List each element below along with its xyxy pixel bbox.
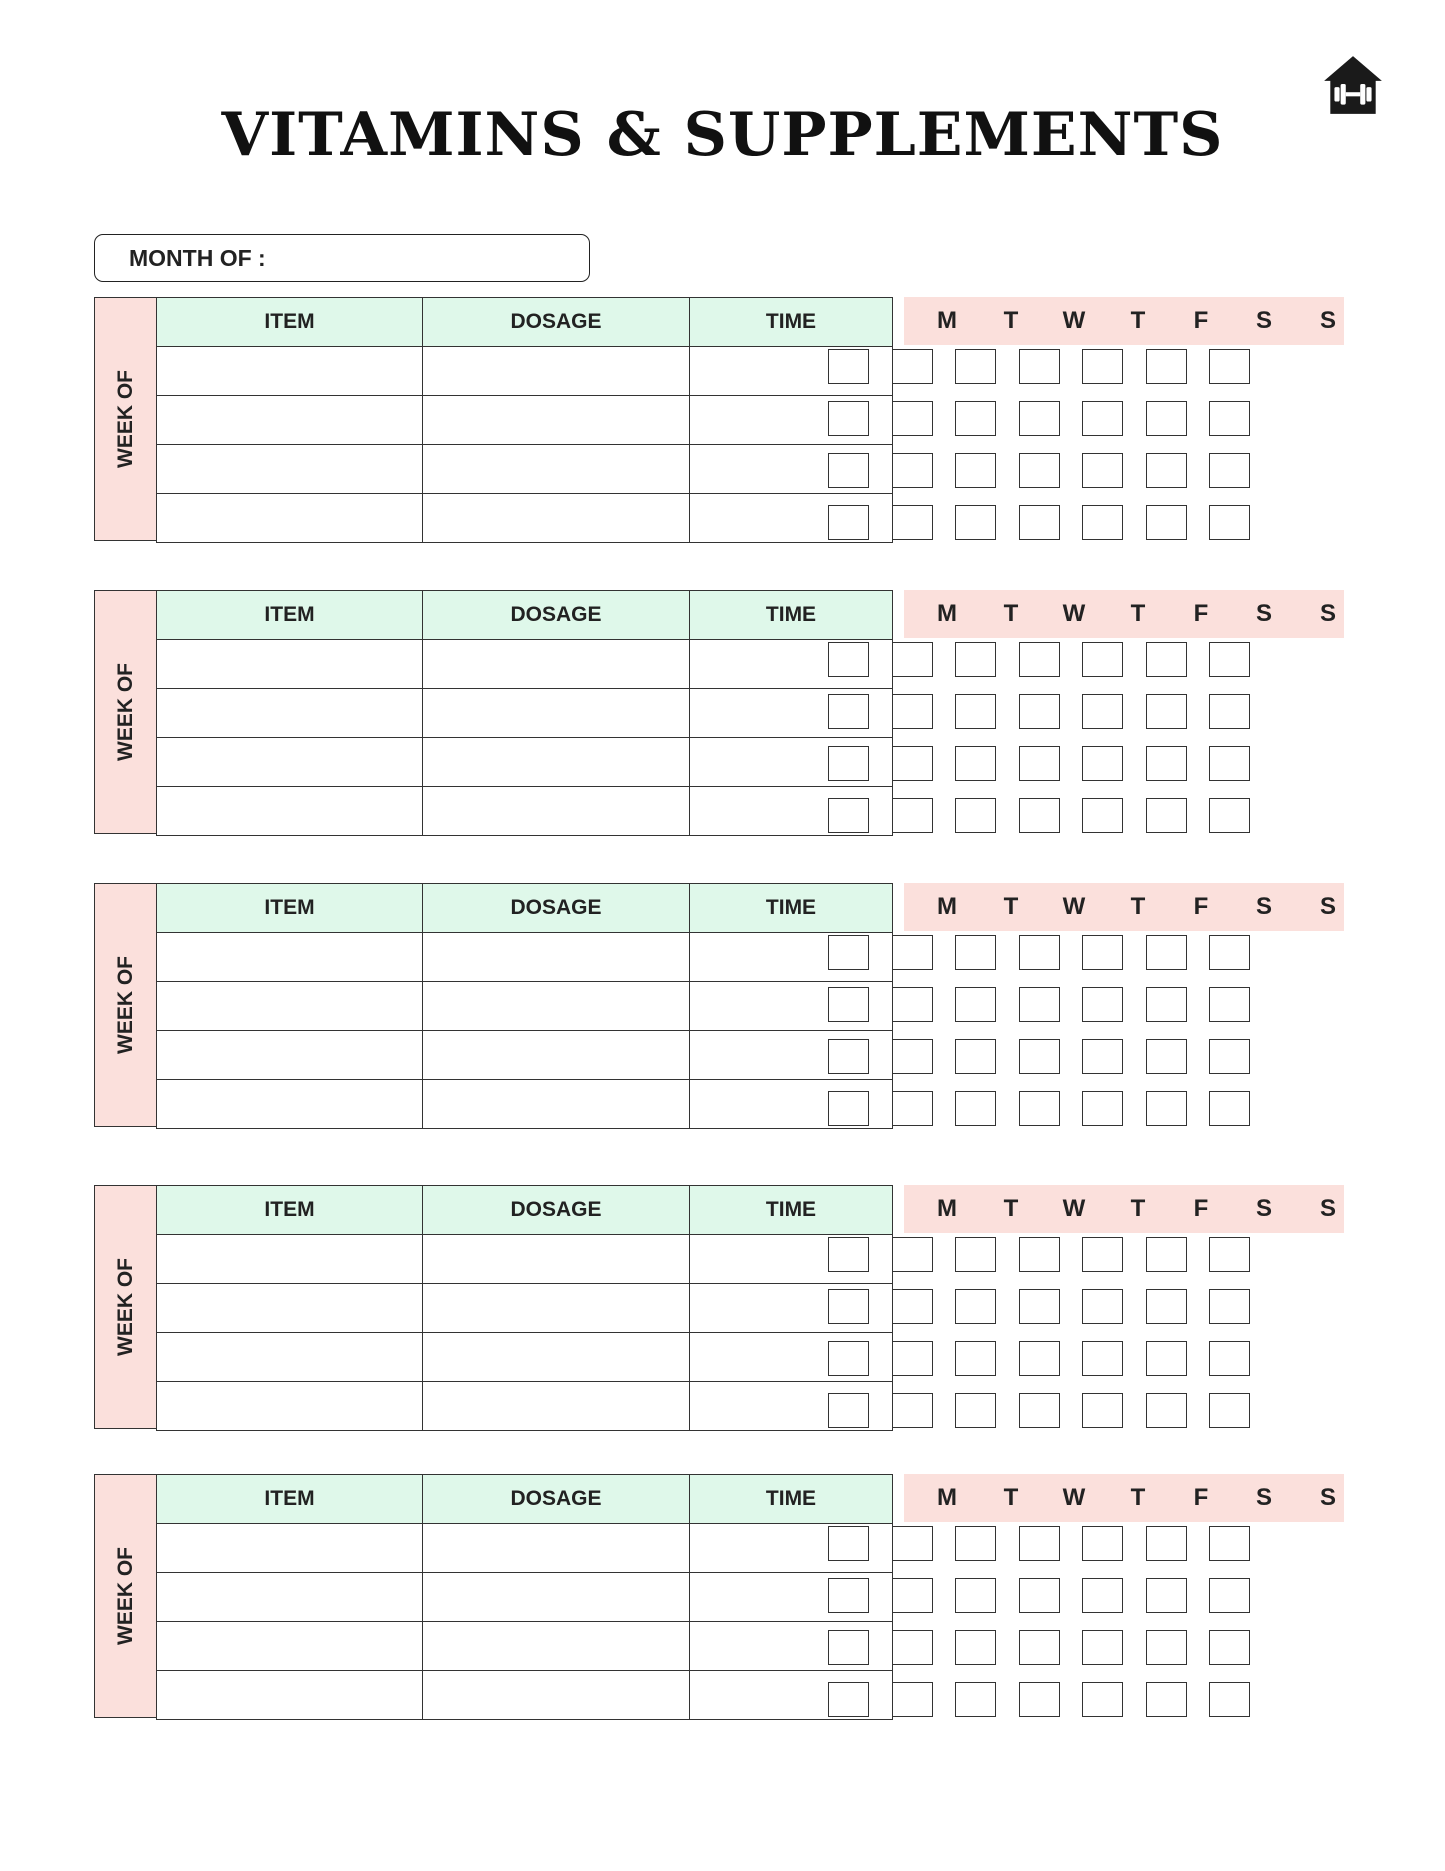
day-checkbox[interactable] — [955, 642, 996, 677]
column-header: DOSAGE — [423, 1475, 690, 1524]
day-label: T — [1130, 600, 1146, 627]
day-checkbox[interactable] — [1019, 1039, 1060, 1074]
table-cell[interactable] — [423, 347, 690, 396]
day-checkbox[interactable] — [828, 1289, 869, 1324]
table-row — [157, 1573, 893, 1622]
table-cell[interactable] — [157, 640, 423, 689]
day-checkbox[interactable] — [892, 935, 933, 970]
day-checkbox[interactable] — [1146, 1237, 1187, 1272]
day-checkbox[interactable] — [1146, 1682, 1187, 1717]
day-checkbox[interactable] — [892, 798, 933, 833]
table-row — [157, 347, 893, 396]
day-checkbox[interactable] — [1019, 1682, 1060, 1717]
day-checkbox[interactable] — [892, 746, 933, 781]
day-label: F — [1193, 1484, 1209, 1511]
week-of-label: WEEK OF — [113, 1258, 137, 1356]
table-row — [157, 1524, 893, 1573]
day-checkbox[interactable] — [1019, 1578, 1060, 1613]
day-checkbox[interactable] — [828, 1237, 869, 1272]
table-cell[interactable] — [423, 1573, 690, 1622]
day-checkbox[interactable] — [1082, 746, 1123, 781]
table-cell[interactable] — [423, 738, 690, 787]
day-checkbox[interactable] — [1209, 1630, 1250, 1665]
day-checkbox[interactable] — [1082, 1682, 1123, 1717]
day-checkbox[interactable] — [1146, 694, 1187, 729]
day-checkbox[interactable] — [1082, 1091, 1123, 1126]
day-label: W — [1062, 1195, 1086, 1222]
table-cell[interactable] — [423, 982, 690, 1031]
week-of-label: WEEK OF — [113, 956, 137, 1054]
table-cell[interactable] — [423, 1031, 690, 1080]
day-checkbox[interactable] — [1209, 1578, 1250, 1613]
day-checkbox[interactable] — [955, 798, 996, 833]
day-checkbox[interactable] — [1082, 1289, 1123, 1324]
day-checkbox[interactable] — [1146, 642, 1187, 677]
day-checkbox[interactable] — [955, 1237, 996, 1272]
table-row — [157, 933, 893, 982]
day-checkbox[interactable] — [1209, 746, 1250, 781]
day-label: T — [1003, 600, 1019, 627]
day-checkbox[interactable] — [828, 987, 869, 1022]
table-row — [157, 1080, 893, 1129]
table-cell[interactable] — [157, 787, 423, 836]
column-header: DOSAGE — [423, 1186, 690, 1235]
day-label: M — [937, 893, 957, 920]
table-cell[interactable] — [157, 445, 423, 494]
day-checkbox[interactable] — [955, 505, 996, 540]
day-checkbox[interactable] — [1082, 1526, 1123, 1561]
day-checkbox[interactable] — [892, 1393, 933, 1428]
day-label: W — [1062, 600, 1086, 627]
week-of-field[interactable] — [94, 883, 157, 1127]
day-checkbox[interactable] — [1019, 401, 1060, 436]
table-row — [157, 494, 893, 543]
day-label: T — [1130, 1484, 1146, 1511]
table-cell[interactable] — [157, 1333, 423, 1382]
day-checkbox[interactable] — [955, 1039, 996, 1074]
day-label: S — [1319, 600, 1337, 627]
day-checkbox[interactable] — [1082, 453, 1123, 488]
day-label: S — [1319, 1195, 1337, 1222]
table-cell[interactable] — [157, 1671, 423, 1720]
day-checkbox[interactable] — [1146, 1341, 1187, 1376]
table-cell[interactable] — [157, 1235, 423, 1284]
day-checkbox[interactable] — [1019, 694, 1060, 729]
table-row — [157, 982, 893, 1031]
supplement-table — [156, 297, 893, 543]
day-checkbox[interactable] — [1146, 349, 1187, 384]
day-checkbox[interactable] — [955, 453, 996, 488]
day-checkbox[interactable] — [892, 1341, 933, 1376]
day-checkbox[interactable] — [1209, 694, 1250, 729]
month-field[interactable] — [94, 234, 590, 282]
table-cell[interactable] — [423, 445, 690, 494]
day-checkbox[interactable] — [1146, 505, 1187, 540]
day-checkbox[interactable] — [1146, 935, 1187, 970]
supplement-table — [156, 1185, 893, 1431]
day-header — [904, 883, 1344, 931]
day-checkbox[interactable] — [892, 1526, 933, 1561]
table-cell[interactable] — [423, 494, 690, 543]
day-checkbox[interactable] — [892, 1682, 933, 1717]
day-checkbox[interactable] — [892, 1091, 933, 1126]
day-checkbox[interactable] — [1146, 1393, 1187, 1428]
day-checkbox[interactable] — [1082, 505, 1123, 540]
day-checkbox[interactable] — [892, 349, 933, 384]
day-checkbox[interactable] — [955, 401, 996, 436]
day-checkbox[interactable] — [955, 1630, 996, 1665]
table-cell[interactable] — [157, 1524, 423, 1573]
day-checkbox[interactable] — [892, 401, 933, 436]
day-checkbox[interactable] — [892, 694, 933, 729]
day-checkbox[interactable] — [892, 1237, 933, 1272]
table-cell[interactable] — [157, 347, 423, 396]
day-checkbox[interactable] — [828, 798, 869, 833]
supplement-table — [156, 883, 893, 1129]
table-cell[interactable] — [157, 1622, 423, 1671]
day-checkbox[interactable] — [828, 1341, 869, 1376]
day-label: F — [1193, 893, 1209, 920]
day-checkbox[interactable] — [1082, 798, 1123, 833]
day-checkbox[interactable] — [955, 1289, 996, 1324]
day-label: S — [1255, 1484, 1273, 1511]
day-checkbox[interactable] — [828, 694, 869, 729]
day-label: W — [1062, 1484, 1086, 1511]
day-checkbox[interactable] — [828, 935, 869, 970]
day-checkbox[interactable] — [955, 1341, 996, 1376]
table-row — [157, 1284, 893, 1333]
day-header — [904, 1185, 1344, 1233]
day-label: S — [1255, 893, 1273, 920]
day-checkbox[interactable] — [1146, 1039, 1187, 1074]
day-label: T — [1003, 1195, 1019, 1222]
table-cell[interactable] — [157, 982, 423, 1031]
day-label: S — [1319, 893, 1337, 920]
day-checkbox[interactable] — [1209, 349, 1250, 384]
table-row — [157, 1235, 893, 1284]
table-cell[interactable] — [423, 1080, 690, 1129]
day-checkbox[interactable] — [955, 1393, 996, 1428]
day-checkbox[interactable] — [1019, 349, 1060, 384]
day-label: F — [1193, 307, 1209, 334]
table-cell[interactable] — [157, 494, 423, 543]
day-checkbox[interactable] — [1209, 1682, 1250, 1717]
day-checkbox[interactable] — [828, 1578, 869, 1613]
day-label: T — [1130, 1195, 1146, 1222]
day-checkbox[interactable] — [955, 1091, 996, 1126]
day-checkbox[interactable] — [1019, 1526, 1060, 1561]
day-checkbox[interactable] — [1209, 1526, 1250, 1561]
table-cell[interactable] — [423, 1333, 690, 1382]
day-checkbox[interactable] — [1209, 987, 1250, 1022]
day-checkbox[interactable] — [955, 349, 996, 384]
table-cell[interactable] — [157, 689, 423, 738]
day-checkbox[interactable] — [1209, 935, 1250, 970]
day-checkbox[interactable] — [1019, 746, 1060, 781]
day-label: T — [1003, 307, 1019, 334]
day-checkbox[interactable] — [1082, 642, 1123, 677]
day-checkbox[interactable] — [1146, 453, 1187, 488]
day-checkbox[interactable] — [1209, 798, 1250, 833]
day-checkbox[interactable] — [892, 1578, 933, 1613]
table-row — [157, 689, 893, 738]
day-label: M — [937, 307, 957, 334]
day-label: T — [1130, 307, 1146, 334]
day-checkbox[interactable] — [1082, 987, 1123, 1022]
day-label: T — [1003, 893, 1019, 920]
day-checkbox[interactable] — [828, 642, 869, 677]
day-checkbox[interactable] — [1209, 1237, 1250, 1272]
day-checkbox[interactable] — [955, 694, 996, 729]
day-checkbox[interactable] — [1209, 1289, 1250, 1324]
table-cell[interactable] — [423, 1671, 690, 1720]
day-checkbox[interactable] — [1146, 1091, 1187, 1126]
week-of-field[interactable] — [94, 1185, 157, 1429]
table-cell[interactable] — [157, 933, 423, 982]
column-header: ITEM — [157, 1475, 423, 1524]
day-label: F — [1193, 1195, 1209, 1222]
table-row — [157, 787, 893, 836]
day-checkbox[interactable] — [828, 746, 869, 781]
table-cell[interactable] — [157, 396, 423, 445]
day-checkbox[interactable] — [828, 1039, 869, 1074]
day-checkbox[interactable] — [1019, 1341, 1060, 1376]
day-label: F — [1193, 600, 1209, 627]
day-label: M — [937, 1484, 957, 1511]
day-checkbox[interactable] — [955, 1578, 996, 1613]
table-cell[interactable] — [157, 1573, 423, 1622]
day-checkbox[interactable] — [955, 935, 996, 970]
day-checkbox[interactable] — [1209, 401, 1250, 436]
day-label: M — [937, 1195, 957, 1222]
day-checkbox[interactable] — [955, 1682, 996, 1717]
day-checkbox[interactable] — [1019, 935, 1060, 970]
day-checkbox[interactable] — [1146, 1578, 1187, 1613]
day-checkbox[interactable] — [1082, 1630, 1123, 1665]
table-row — [157, 640, 893, 689]
table-cell[interactable] — [423, 1622, 690, 1671]
table-cell[interactable] — [423, 787, 690, 836]
day-checkbox[interactable] — [1146, 1526, 1187, 1561]
table-row — [157, 1671, 893, 1720]
column-header: TIME — [690, 298, 893, 347]
day-checkbox[interactable] — [1019, 642, 1060, 677]
day-checkbox[interactable] — [1082, 1578, 1123, 1613]
week-of-field[interactable] — [94, 297, 157, 541]
column-header: TIME — [690, 591, 893, 640]
column-header: TIME — [690, 884, 893, 933]
day-checkbox[interactable] — [1209, 1039, 1250, 1074]
table-cell[interactable] — [423, 1235, 690, 1284]
table-cell[interactable] — [423, 1524, 690, 1573]
table-cell[interactable] — [423, 1284, 690, 1333]
day-checkbox[interactable] — [1082, 1393, 1123, 1428]
day-checkbox[interactable] — [1019, 987, 1060, 1022]
day-checkbox[interactable] — [828, 1526, 869, 1561]
table-cell[interactable] — [423, 396, 690, 445]
week-of-field[interactable] — [94, 1474, 157, 1718]
table-cell[interactable] — [423, 640, 690, 689]
day-checkbox[interactable] — [1082, 694, 1123, 729]
day-checkbox[interactable] — [1082, 349, 1123, 384]
column-header: ITEM — [157, 1186, 423, 1235]
day-header — [904, 297, 1344, 345]
table-cell[interactable] — [423, 1382, 690, 1431]
column-header: ITEM — [157, 591, 423, 640]
day-checkbox[interactable] — [828, 1630, 869, 1665]
column-header: DOSAGE — [423, 884, 690, 933]
day-checkbox[interactable] — [828, 349, 869, 384]
column-header: TIME — [690, 1475, 893, 1524]
day-checkbox[interactable] — [1082, 1039, 1123, 1074]
table-cell[interactable] — [157, 738, 423, 787]
day-checkbox[interactable] — [892, 987, 933, 1022]
table-cell[interactable] — [423, 689, 690, 738]
day-checkbox[interactable] — [955, 746, 996, 781]
day-header — [904, 1474, 1344, 1522]
day-label: S — [1255, 307, 1273, 334]
day-checkbox[interactable] — [892, 1630, 933, 1665]
day-label: W — [1062, 307, 1086, 334]
page-title: VITAMINS & SUPPLEMENTS — [221, 100, 1224, 170]
day-label: S — [1255, 600, 1273, 627]
day-label: M — [937, 600, 957, 627]
table-cell[interactable] — [157, 1080, 423, 1129]
day-checkbox[interactable] — [892, 642, 933, 677]
day-checkbox[interactable] — [1019, 453, 1060, 488]
day-checkbox[interactable] — [1019, 1091, 1060, 1126]
day-checkbox[interactable] — [1146, 1289, 1187, 1324]
day-checkbox[interactable] — [1209, 453, 1250, 488]
day-label: T — [1003, 1484, 1019, 1511]
day-checkbox[interactable] — [1146, 746, 1187, 781]
day-checkbox[interactable] — [892, 453, 933, 488]
day-checkbox[interactable] — [1019, 1237, 1060, 1272]
table-cell[interactable] — [157, 1382, 423, 1431]
table-row — [157, 1382, 893, 1431]
table-row — [157, 1031, 893, 1080]
day-checkbox[interactable] — [828, 1682, 869, 1717]
table-cell[interactable] — [157, 1284, 423, 1333]
day-checkbox[interactable] — [1146, 798, 1187, 833]
day-checkbox[interactable] — [1019, 1393, 1060, 1428]
day-checkbox[interactable] — [828, 401, 869, 436]
table-row — [157, 738, 893, 787]
day-checkbox[interactable] — [955, 987, 996, 1022]
day-checkbox[interactable] — [828, 1091, 869, 1126]
week-of-label: WEEK OF — [113, 663, 137, 761]
supplement-table — [156, 590, 893, 836]
table-row — [157, 1333, 893, 1382]
day-checkbox[interactable] — [1082, 1341, 1123, 1376]
column-header: DOSAGE — [423, 591, 690, 640]
day-label: T — [1130, 893, 1146, 920]
month-label: MONTH OF : — [129, 244, 266, 271]
week-of-label: WEEK OF — [113, 1547, 137, 1645]
table-cell[interactable] — [423, 933, 690, 982]
day-checkbox[interactable] — [1146, 987, 1187, 1022]
day-checkbox[interactable] — [1019, 798, 1060, 833]
week-of-field[interactable] — [94, 590, 157, 834]
day-checkbox[interactable] — [1019, 505, 1060, 540]
day-checkbox[interactable] — [1019, 1289, 1060, 1324]
day-checkbox[interactable] — [892, 505, 933, 540]
day-label: S — [1319, 1484, 1337, 1511]
day-header — [904, 590, 1344, 638]
column-header: ITEM — [157, 298, 423, 347]
table-row — [157, 1622, 893, 1671]
day-label: S — [1255, 1195, 1273, 1222]
day-checkbox[interactable] — [828, 1393, 869, 1428]
column-header: ITEM — [157, 884, 423, 933]
day-checkbox[interactable] — [1209, 1341, 1250, 1376]
table-row — [157, 396, 893, 445]
day-checkbox[interactable] — [1209, 1091, 1250, 1126]
week-of-label: WEEK OF — [113, 370, 137, 468]
column-header: DOSAGE — [423, 298, 690, 347]
day-checkbox[interactable] — [1146, 1630, 1187, 1665]
day-label: W — [1062, 893, 1086, 920]
day-checkbox[interactable] — [1146, 401, 1187, 436]
day-checkbox[interactable] — [1209, 642, 1250, 677]
day-checkbox[interactable] — [1082, 935, 1123, 970]
day-checkbox[interactable] — [955, 1526, 996, 1561]
supplement-table — [156, 1474, 893, 1720]
day-label: S — [1319, 307, 1337, 334]
day-checkbox[interactable] — [828, 505, 869, 540]
day-checkbox[interactable] — [828, 453, 869, 488]
day-checkbox[interactable] — [1082, 401, 1123, 436]
table-cell[interactable] — [157, 1031, 423, 1080]
day-checkbox[interactable] — [1019, 1630, 1060, 1665]
day-checkbox[interactable] — [892, 1289, 933, 1324]
day-checkbox[interactable] — [892, 1039, 933, 1074]
day-checkbox[interactable] — [1209, 1393, 1250, 1428]
column-header: TIME — [690, 1186, 893, 1235]
day-checkbox[interactable] — [1209, 505, 1250, 540]
table-row — [157, 445, 893, 494]
day-checkbox[interactable] — [1082, 1237, 1123, 1272]
